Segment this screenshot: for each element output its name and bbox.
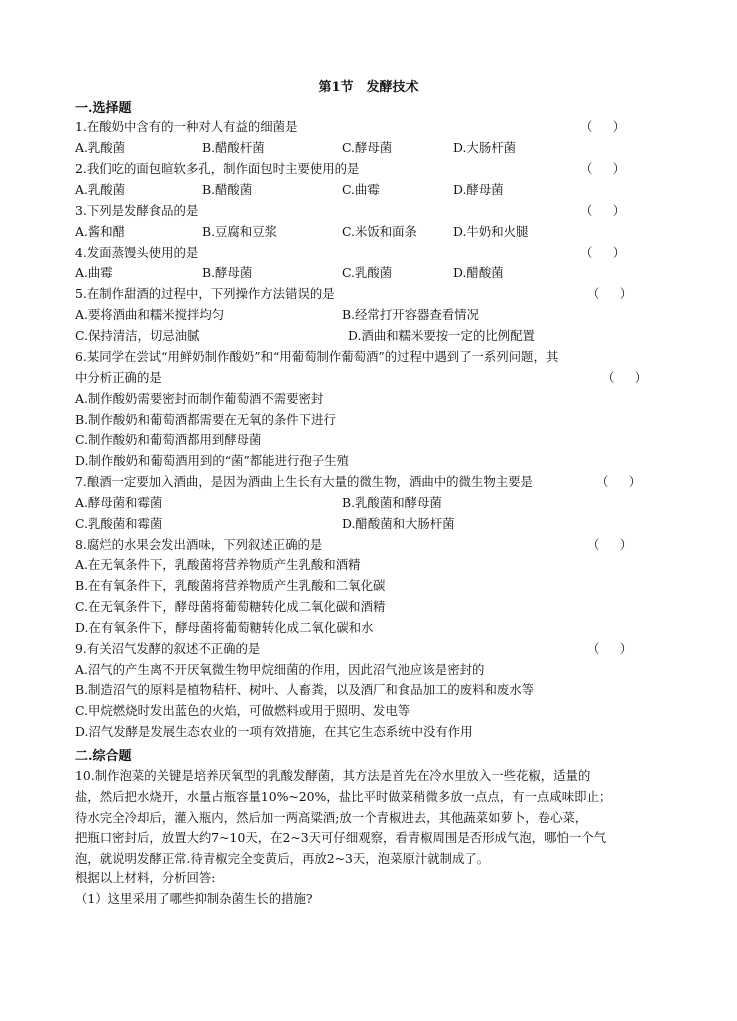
q6-option-b: B.制作酸奶和葡萄酒都需要在无氧的条件下进行 bbox=[75, 412, 336, 427]
q1-option-a: A.乳酸菌 bbox=[75, 140, 126, 155]
q9-option-d: D.沼气发酵是发展生态农业的一项有效措施，在其它生态系统中没有作用 bbox=[75, 724, 473, 739]
answer-blank-7: （ ） bbox=[596, 474, 646, 489]
q7-option-b: B.乳酸菌和酵母菌 bbox=[342, 495, 442, 510]
question-8-stem: 8.腐烂的水果会发出酒味，下列叙述正确的是 bbox=[75, 537, 323, 552]
q8-option-b: B.在有氧条件下，乳酸菌将营养物质产生乳酸和二氧化碳 bbox=[75, 578, 386, 593]
question-7-stem: 7.酿酒一定要加入酒曲，是因为酒曲上生长有大量的微生物，酒曲中的微生物主要是 bbox=[75, 474, 533, 489]
q6-option-d: D.制作酸奶和葡萄酒用到的“菌”都能进行孢子生殖 bbox=[75, 453, 349, 468]
q2-option-d: D.酵母菌 bbox=[453, 182, 504, 197]
q5-option-c: C.保持清洁，切忌油腻 bbox=[75, 328, 200, 343]
q1-option-b: B.醋酸杆菌 bbox=[202, 140, 265, 155]
question-9-stem: 9.有关沼气发酵的叙述不正确的是 bbox=[75, 641, 261, 656]
question-10-sub-1: （1）这里采用了哪些抑制杂菌生长的措施? bbox=[75, 891, 313, 906]
question-3-stem: 3.下列是发酵食品的是 bbox=[75, 203, 199, 218]
q7-option-c: C.乳酸菌和霉菌 bbox=[75, 516, 163, 531]
answer-blank-4: （ ） bbox=[580, 245, 630, 260]
question-6-stem-line-1: 6.某同学在尝试“用鲜奶制作酸奶”和“用葡萄制作葡萄酒”的过程中遇到了一系列问题，其 bbox=[75, 349, 559, 364]
q5-option-d: D.酒曲和糯米要按一定的比例配置 bbox=[348, 328, 535, 343]
section-heading-choice: 一.选择题 bbox=[75, 101, 132, 116]
answer-blank-1: （ ） bbox=[580, 119, 630, 134]
passage-line-4: 把瓶口密封后，放置大约7~10天，在2~3天可仔细观察，看青椒周围是否形成气泡，哪怕一个气 bbox=[75, 830, 607, 846]
answer-blank-5: （ ） bbox=[587, 286, 637, 301]
question-10-passage bbox=[75, 766, 665, 870]
question-2-stem: 2.我们吃的面包暄软多孔，制作面包时主要使用的是 bbox=[75, 161, 360, 176]
q9-option-c: C.甲烷燃烧时发出蓝色的火焰，可做燃料或用于照明、发电等 bbox=[75, 703, 411, 718]
q2-option-b: B.醋酸菌 bbox=[202, 182, 253, 197]
q4-option-d: D.醋酸菌 bbox=[453, 265, 504, 280]
q9-option-a: A.沼气的产生离不开厌氧微生物甲烷细菌的作用，因此沼气池应该是密封的 bbox=[75, 662, 485, 677]
section-heading-comprehensive: 二.综合题 bbox=[75, 749, 132, 764]
answer-blank-9: （ ） bbox=[587, 641, 637, 656]
q1-option-c: C.酵母菌 bbox=[342, 140, 393, 155]
q3-option-a: A.酱和醋 bbox=[75, 224, 126, 239]
q7-option-a: A.酵母菌和霉菌 bbox=[75, 495, 163, 510]
q7-option-d: D.醋酸菌和大肠杆菌 bbox=[342, 516, 455, 531]
question-10-prompt: 根据以上材料，分析回答: bbox=[75, 870, 216, 885]
q6-option-c: C.制作酸奶和葡萄酒都用到酵母菌 bbox=[75, 432, 262, 447]
q6-option-a: A.制作酸奶需要密封而制作葡萄酒不需要密封 bbox=[75, 391, 324, 406]
question-1-stem: 1.在酸奶中含有的一种对人有益的细菌是 bbox=[75, 119, 298, 134]
passage-line-5: 泡，就说明发酵正常.待青椒完全变黄后，再放2~3天，泡菜原汁就制成了。 bbox=[75, 851, 490, 867]
q1-option-d: D.大肠杆菌 bbox=[453, 140, 516, 155]
q2-option-a: A.乳酸菌 bbox=[75, 182, 126, 197]
q2-option-c: C.曲霉 bbox=[342, 182, 380, 197]
page-title: 第1节 发酵技术 bbox=[318, 80, 419, 95]
q8-option-c: C.在无氧条件下，酵母菌将葡萄糖转化成二氧化碳和酒精 bbox=[75, 599, 386, 614]
q8-option-a: A.在无氧条件下，乳酸菌将营养物质产生乳酸和酒精 bbox=[75, 557, 361, 572]
q5-option-a: A.要将酒曲和糯米搅拌均匀 bbox=[75, 307, 225, 322]
q3-option-b: B.豆腐和豆浆 bbox=[202, 224, 277, 239]
q5-option-b: B.经常打开容器查看情况 bbox=[342, 307, 479, 322]
answer-blank-6: （ ） bbox=[602, 370, 652, 385]
q3-option-c: C.米饭和面条 bbox=[342, 224, 417, 239]
question-5-stem: 5.在制作甜酒的过程中，下列操作方法错误的是 bbox=[75, 286, 335, 301]
answer-blank-3: （ ） bbox=[580, 203, 630, 218]
q4-option-c: C.乳酸菌 bbox=[342, 265, 393, 280]
question-6-stem-line-2: 中分析正确的是 bbox=[75, 370, 162, 385]
answer-blank-2: （ ） bbox=[580, 161, 630, 176]
passage-line-1: 10.制作泡菜的关键是培养厌氧型的乳酸发酵菌，其方法是首先在冷水里放入一些花椒，适量的 bbox=[75, 768, 591, 783]
question-4-stem: 4.发面蒸馒头使用的是 bbox=[75, 245, 199, 260]
answer-blank-8: （ ） bbox=[587, 537, 637, 552]
q4-option-b: B.酵母菌 bbox=[202, 265, 253, 280]
q4-option-a: A.曲霉 bbox=[75, 265, 113, 280]
q8-option-d: D.在有氧条件下，酵母菌将葡萄糖转化成二氧化碳和水 bbox=[75, 620, 374, 635]
q9-option-b: B.制造沼气的原料是植物秸杆、树叶、人畜粪，以及酒厂和食品加工的废料和废水等 bbox=[75, 682, 535, 697]
passage-line-2: 盐，然后把水烧开，水量占瓶容量10%~20%，盐比平时做菜稍微多放一点点，有一点咸味即止； bbox=[75, 788, 612, 804]
q3-option-d: D.牛奶和火腿 bbox=[453, 224, 529, 239]
passage-line-3: 待水完全冷却后，灌入瓶内，然后加一两高粱酒;放一个青椒进去，其他蔬菜如萝卜，卷心菜， bbox=[75, 809, 588, 825]
